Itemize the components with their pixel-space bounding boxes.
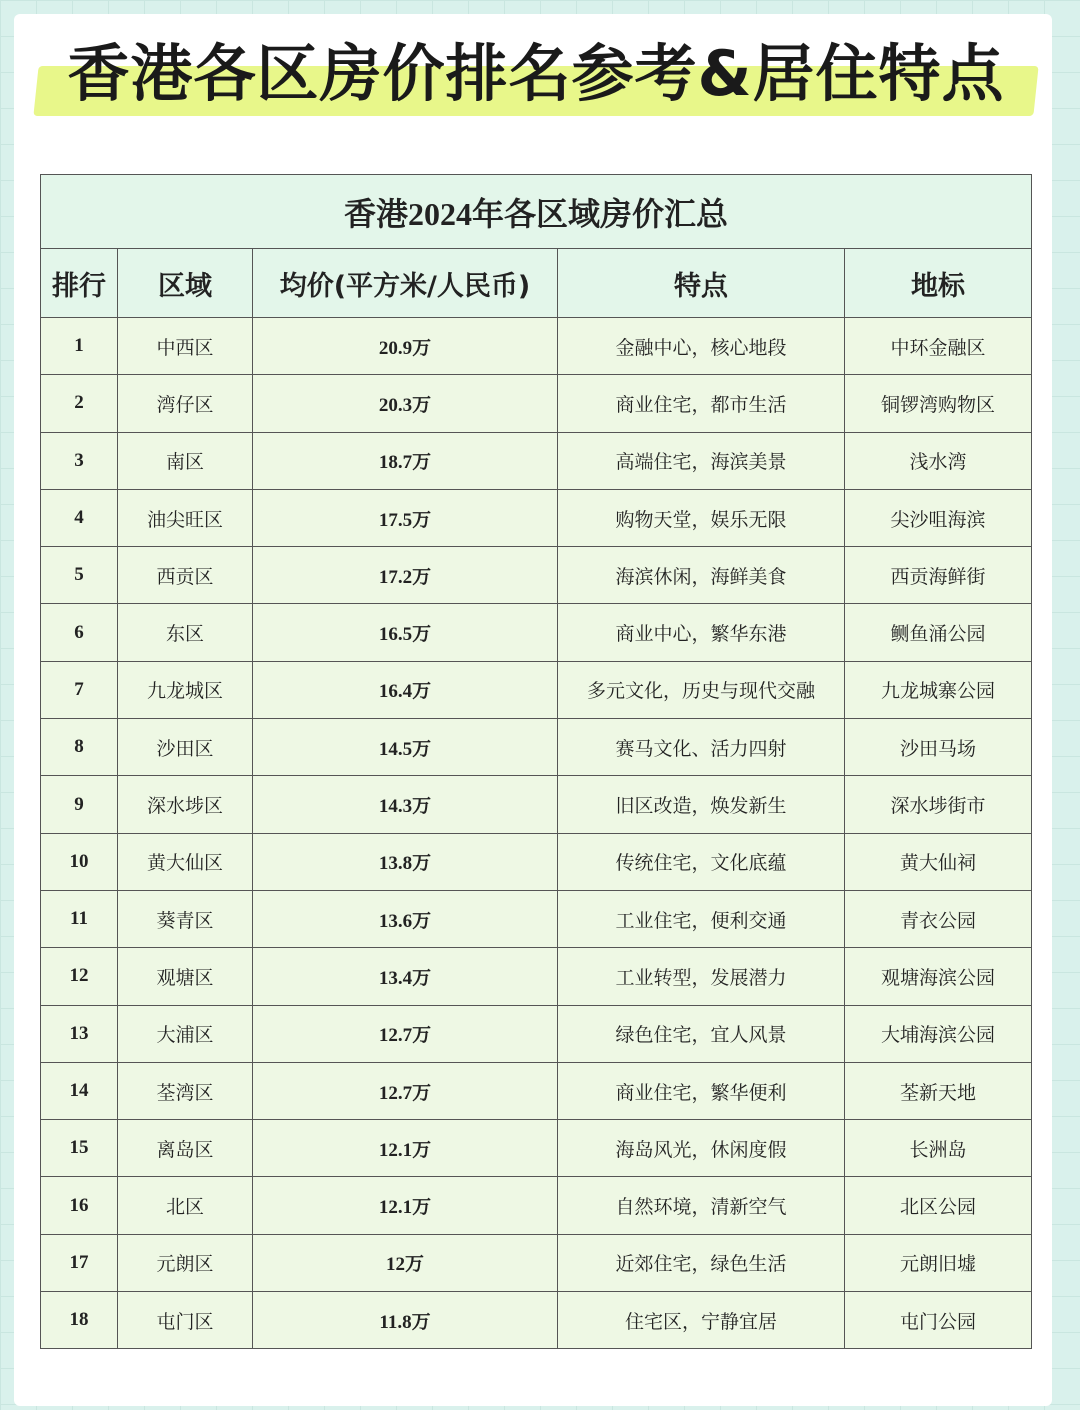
feature-cell: 传统住宅，文化底蕴 [558,833,845,890]
title-block [36,24,1036,124]
rank-cell: 5 [41,547,118,604]
landmark-cell: 观塘海滨公园 [845,948,1032,1005]
district-cell: 沙田区 [118,719,253,776]
table-header-row [41,249,1032,318]
rank-cell: 7 [41,661,118,718]
district-cell: 东区 [118,604,253,661]
rank-cell: 12 [41,948,118,1005]
price-cell: 16.5万 [253,604,558,661]
price-cell: 12.1万 [253,1120,558,1177]
rank-cell: 2 [41,375,118,432]
rank-cell: 13 [41,1005,118,1062]
district-cell: 荃湾区 [118,1062,253,1119]
price-cell: 11.8万 [253,1292,558,1349]
price-cell: 17.2万 [253,547,558,604]
table-row [41,948,1032,1005]
table-row [41,776,1032,833]
price-cell: 14.3万 [253,776,558,833]
rank-cell: 6 [41,604,118,661]
landmark-cell: 元朗旧墟 [845,1234,1032,1291]
table-row [41,432,1032,489]
feature-cell: 海滨休闲，海鲜美食 [558,547,845,604]
header-district: 区域 [118,249,253,318]
landmark-cell: 屯门公园 [845,1292,1032,1349]
table-row [41,1005,1032,1062]
feature-cell: 近郊住宅，绿色生活 [558,1234,845,1291]
rank-cell: 4 [41,489,118,546]
table-row [41,719,1032,776]
header-landmark: 地标 [845,249,1032,318]
price-cell: 20.9万 [253,318,558,375]
rank-cell: 17 [41,1234,118,1291]
price-cell: 18.7万 [253,432,558,489]
table-row [41,1292,1032,1349]
table-body [41,318,1032,1349]
landmark-cell: 铜锣湾购物区 [845,375,1032,432]
table-row [41,1062,1032,1119]
district-cell: 油尖旺区 [118,489,253,546]
table-row [41,1234,1032,1291]
table-row [41,489,1032,546]
price-cell: 17.5万 [253,489,558,546]
rank-cell: 9 [41,776,118,833]
landmark-cell: 大埔海滨公园 [845,1005,1032,1062]
landmark-cell: 青衣公园 [845,890,1032,947]
price-cell: 12.7万 [253,1005,558,1062]
landmark-cell: 浅水湾 [845,432,1032,489]
landmark-cell: 西贡海鲜街 [845,547,1032,604]
feature-cell: 自然环境，清新空气 [558,1177,845,1234]
district-cell: 葵青区 [118,890,253,947]
landmark-cell: 尖沙咀海滨 [845,489,1032,546]
district-cell: 观塘区 [118,948,253,1005]
feature-cell: 住宅区，宁静宜居 [558,1292,845,1349]
rank-cell: 10 [41,833,118,890]
price-table [40,174,1032,1349]
feature-cell: 高端住宅，海滨美景 [558,432,845,489]
rank-cell: 3 [41,432,118,489]
landmark-cell: 黄大仙祠 [845,833,1032,890]
landmark-cell: 中环金融区 [845,318,1032,375]
table-caption: 香港2024年各区域房价汇总 [41,175,1032,249]
feature-cell: 海岛风光，休闲度假 [558,1120,845,1177]
landmark-cell: 长洲岛 [845,1120,1032,1177]
district-cell: 西贡区 [118,547,253,604]
rank-cell: 18 [41,1292,118,1349]
price-cell: 14.5万 [253,719,558,776]
district-cell: 黄大仙区 [118,833,253,890]
table-row [41,547,1032,604]
feature-cell: 商业中心，繁华东港 [558,604,845,661]
landmark-cell: 九龙城寨公园 [845,661,1032,718]
landmark-cell: 荃新天地 [845,1062,1032,1119]
district-cell: 中西区 [118,318,253,375]
feature-cell: 旧区改造，焕发新生 [558,776,845,833]
district-cell: 大浦区 [118,1005,253,1062]
table-row [41,375,1032,432]
landmark-cell: 沙田马场 [845,719,1032,776]
feature-cell: 工业转型，发展潜力 [558,948,845,1005]
rank-cell: 11 [41,890,118,947]
rank-cell: 14 [41,1062,118,1119]
price-cell: 16.4万 [253,661,558,718]
table-row [41,661,1032,718]
district-cell: 北区 [118,1177,253,1234]
price-cell: 12万 [253,1234,558,1291]
table-row [41,1177,1032,1234]
page-title: 香港各区房价排名参考&居住特点 [67,37,1005,110]
price-cell: 20.3万 [253,375,558,432]
district-cell: 离岛区 [118,1120,253,1177]
feature-cell: 赛马文化、活力四射 [558,719,845,776]
district-cell: 屯门区 [118,1292,253,1349]
feature-cell: 金融中心，核心地段 [558,318,845,375]
price-cell: 12.7万 [253,1062,558,1119]
district-cell: 南区 [118,432,253,489]
rank-cell: 15 [41,1120,118,1177]
rank-cell: 16 [41,1177,118,1234]
landmark-cell: 鲗鱼涌公园 [845,604,1032,661]
feature-cell: 工业住宅，便利交通 [558,890,845,947]
rank-cell: 1 [41,318,118,375]
price-cell: 13.4万 [253,948,558,1005]
district-cell: 湾仔区 [118,375,253,432]
landmark-cell: 深水埗街市 [845,776,1032,833]
price-cell: 13.6万 [253,890,558,947]
table-row [41,318,1032,375]
price-cell: 12.1万 [253,1177,558,1234]
feature-cell: 商业住宅，都市生活 [558,375,845,432]
header-rank: 排行 [41,249,118,318]
header-feature: 特点 [558,249,845,318]
header-price: 均价(平方米/人民币) [253,249,558,318]
feature-cell: 绿色住宅，宜人风景 [558,1005,845,1062]
price-cell: 13.8万 [253,833,558,890]
feature-cell: 商业住宅，繁华便利 [558,1062,845,1119]
feature-cell: 购物天堂，娱乐无限 [558,489,845,546]
district-cell: 九龙城区 [118,661,253,718]
table-row [41,604,1032,661]
feature-cell: 多元文化，历史与现代交融 [558,661,845,718]
table-row [41,890,1032,947]
district-cell: 元朗区 [118,1234,253,1291]
landmark-cell: 北区公园 [845,1177,1032,1234]
rank-cell: 8 [41,719,118,776]
district-cell: 深水埗区 [118,776,253,833]
table-row [41,833,1032,890]
table-row [41,1120,1032,1177]
